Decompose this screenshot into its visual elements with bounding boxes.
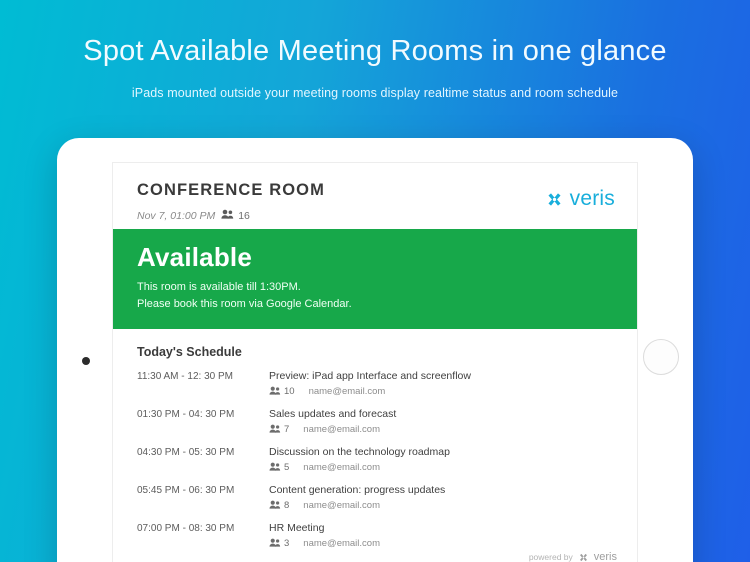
promo-title: Spot Available Meeting Rooms in one glance xyxy=(83,35,667,67)
powered-by-footer xyxy=(529,551,617,562)
schedule-attendees xyxy=(269,538,613,550)
schedule-subject: Preview: iPad app Interface and screenflow xyxy=(269,369,471,382)
schedule-row[interactable] xyxy=(137,370,613,404)
people-icon xyxy=(269,462,281,474)
people-icon xyxy=(269,424,281,436)
attendee-count-value: 3 xyxy=(284,538,290,550)
schedule-body xyxy=(269,522,613,550)
schedule-attendees xyxy=(269,386,613,398)
schedule-row[interactable] xyxy=(137,446,613,480)
attendee-count xyxy=(269,538,289,550)
veris-logo-icon xyxy=(578,552,589,562)
schedule-subject: Discussion on the technology roadmap xyxy=(269,445,450,458)
front-camera-icon xyxy=(82,357,90,365)
promo-subtitle: iPads mounted outside your meeting rooms display realtime status and room schedule xyxy=(131,85,619,100)
veris-logo-icon xyxy=(545,190,564,209)
schedule-body xyxy=(269,370,613,398)
status-line-1: This room is available till 1:30PM. xyxy=(137,280,301,293)
schedule-body xyxy=(269,446,613,474)
schedule-body xyxy=(269,408,613,436)
attendee-count-value: 10 xyxy=(284,386,295,398)
attendee-count-value: 7 xyxy=(284,424,290,436)
people-icon xyxy=(269,386,281,398)
schedule-time: 04:30 PM - 05: 30 PM xyxy=(137,446,235,458)
brand-name: veris xyxy=(569,187,615,210)
schedule-subject: HR Meeting xyxy=(269,521,325,534)
home-button[interactable] xyxy=(643,339,679,375)
status-badge: Available xyxy=(137,242,253,272)
attendee-count-value: 8 xyxy=(284,500,290,512)
app-screen xyxy=(112,162,638,562)
schedule-attendees xyxy=(269,500,613,512)
schedule-row[interactable] xyxy=(137,408,613,442)
people-icon xyxy=(269,500,281,512)
schedule-time: 05:45 PM - 06: 30 PM xyxy=(137,484,235,496)
people-icon xyxy=(269,538,281,550)
attendee-count xyxy=(269,386,295,398)
schedule-attendees xyxy=(269,424,613,436)
room-name: CONFERENCE ROOM xyxy=(137,181,325,199)
brand-logo xyxy=(545,187,615,211)
promo-block xyxy=(0,34,750,100)
ipad-device xyxy=(57,138,693,562)
room-meta xyxy=(137,209,613,222)
attendee-count xyxy=(269,424,289,436)
room-capacity-value: 16 xyxy=(238,209,250,222)
schedule-subject: Content generation: progress updates xyxy=(269,483,446,496)
schedule-time: 07:00 PM - 08: 30 PM xyxy=(137,522,235,534)
attendee-count xyxy=(269,462,289,474)
schedule-subject: Sales updates and forecast xyxy=(269,407,397,420)
organizer-email: name@email.com xyxy=(303,462,380,474)
current-datetime: Nov 7, 01:00 PM xyxy=(137,209,216,222)
status-banner xyxy=(113,229,637,329)
footer-brand-name: veris xyxy=(593,551,617,562)
app-header xyxy=(113,163,637,229)
status-line-2: Please book this room via Google Calendar. xyxy=(137,297,352,310)
schedule-time: 11:30 AM - 12: 30 PM xyxy=(137,370,233,382)
room-capacity xyxy=(221,209,250,222)
organizer-email: name@email.com xyxy=(308,386,386,398)
schedule-row[interactable] xyxy=(137,484,613,518)
organizer-email: name@email.com xyxy=(303,500,380,512)
organizer-email: name@email.com xyxy=(303,538,380,550)
schedule-section xyxy=(113,329,637,556)
attendee-count xyxy=(269,500,289,512)
attendee-count-value: 5 xyxy=(284,462,290,474)
schedule-time: 01:30 PM - 04: 30 PM xyxy=(137,408,235,420)
organizer-email: name@email.com xyxy=(303,424,380,436)
schedule-title: Today's Schedule xyxy=(137,344,242,359)
schedule-attendees xyxy=(269,462,613,474)
powered-by-label: powered by xyxy=(528,552,573,562)
schedule-body xyxy=(269,484,613,512)
people-icon xyxy=(221,209,234,222)
